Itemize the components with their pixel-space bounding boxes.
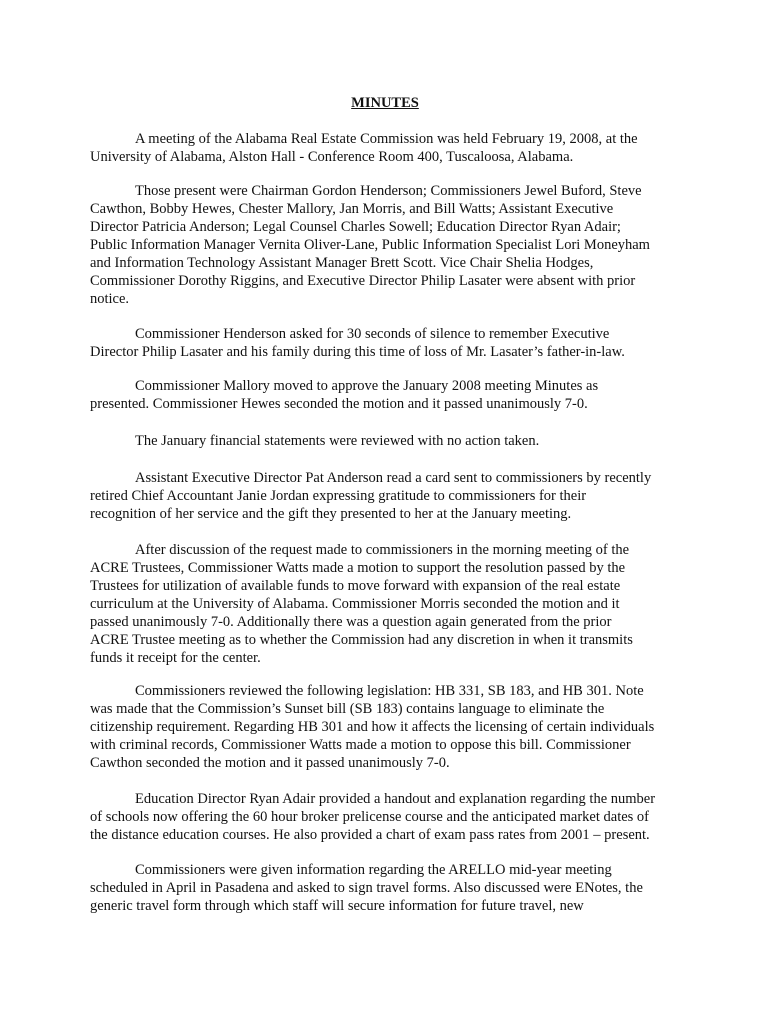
paragraph-attendance	[90, 182, 690, 308]
paragraph-line: Director Patricia Anderson; Legal Counsel Charles Sowell; Education Director Ryan Adair;	[90, 219, 621, 235]
paragraph-line: Assistant Executive Director Pat Anderson read a card sent to commissioners by recently	[135, 470, 652, 486]
paragraph-line: was made that the Commission’s Sunset bill (SB 183) contains language to eliminate the	[90, 701, 605, 717]
paragraph-line: Commissioner Henderson asked for 30 seconds of silence to remember Executive	[135, 326, 610, 342]
paragraph-line: Cawthon seconded the motion and it passed unanimously 7-0.	[90, 755, 450, 771]
paragraph-minutes-approval	[90, 377, 690, 413]
paragraph-financial-statements	[90, 432, 690, 450]
paragraph-line: The January financial statements were reviewed with no action taken.	[135, 433, 540, 449]
paragraph-line: generic travel form through which staff will secure information for future travel, new	[90, 898, 584, 914]
paragraph-legislation	[90, 682, 690, 772]
paragraph-line: ACRE Trustees, Commissioner Watts made a motion to support the resolution passed by the	[90, 560, 626, 576]
paragraph-line: Commissioner Mallory moved to approve the January 2008 meeting Minutes as	[135, 378, 599, 394]
paragraph-line: passed unanimously 7-0. Additionally there was a question again generated from the prior	[90, 614, 612, 630]
paragraph-line: the distance education courses. He also provided a chart of exam pass rates from 2001 – present.	[90, 827, 650, 843]
paragraph-arello	[90, 861, 690, 915]
paragraph-acre-trustees	[90, 541, 690, 667]
paragraph-line: curriculum at the University of Alabama. Commissioner Morris seconded the motion and it	[90, 596, 620, 612]
paragraph-line: Commissioners reviewed the following legislation: HB 331, SB 183, and HB 301. Note	[135, 683, 644, 699]
paragraph-line: Director Philip Lasater and his family during this time of loss of Mr. Lasater’s father-in-law.	[90, 344, 625, 360]
paragraph-line: presented. Commissioner Hewes seconded the motion and it passed unanimously 7-0.	[90, 396, 588, 412]
paragraph-education	[90, 790, 690, 844]
paragraph-line: After discussion of the request made to commissioners in the morning meeting of the	[135, 542, 630, 558]
paragraph-line: funds it receipt for the center.	[90, 650, 261, 666]
paragraph-meeting-location	[90, 130, 690, 166]
paragraph-line: of schools now offering the 60 hour broker prelicense course and the anticipated market dates of	[90, 809, 650, 825]
paragraph-line: Cawthon, Bobby Hewes, Chester Mallory, Jan Morris, and Bill Watts; Assistant Executive	[90, 201, 614, 217]
paragraph-line: ACRE Trustee meeting as to whether the Commission had any discretion in when it transmits	[90, 632, 633, 648]
paragraph-line: Commissioner Dorothy Riggins, and Executive Director Philip Lasater were absent with prior	[90, 273, 636, 289]
paragraph-line: recognition of her service and the gift they presented to her at the January meeting.	[90, 506, 572, 522]
paragraph-line: Trustees for utilization of available funds to move forward with expansion of the real estate	[90, 578, 621, 594]
paragraph-line: Public Information Manager Vernita Oliver-Lane, Public Information Specialist Lori Moneyham	[90, 237, 650, 253]
paragraph-line: scheduled in April in Pasadena and asked to sign travel forms. Also discussed were ENotes, the	[90, 880, 643, 896]
paragraph-line: and Information Technology Assistant Manager Brett Scott. Vice Chair Shelia Hodges,	[90, 255, 594, 271]
paragraph-line: citizenship requirement. Regarding HB 301 and how it affects the licensing of certain individuals	[90, 719, 655, 735]
paragraph-line: notice.	[90, 291, 130, 307]
document-title: MINUTES	[351, 95, 419, 111]
paragraph-line: Commissioners were given information regarding the ARELLO mid-year meeting	[135, 862, 612, 878]
paragraph-line: Those present were Chairman Gordon Henderson; Commissioners Jewel Buford, Steve	[135, 183, 642, 199]
paragraph-line: with criminal records, Commissioner Watts made a motion to oppose this bill. Commissioner	[90, 737, 631, 753]
paragraph-line: A meeting of the Alabama Real Estate Commission was held February 19, 2008, at the	[135, 131, 638, 147]
paragraph-line: University of Alabama, Alston Hall - Conference Room 400, Tuscaloosa, Alabama.	[90, 149, 574, 165]
paragraph-card	[90, 469, 690, 523]
paragraph-line: retired Chief Accountant Janie Jordan expressing gratitude to commissioners for their	[90, 488, 587, 504]
paragraph-silence	[90, 325, 690, 361]
paragraph-line: Education Director Ryan Adair provided a handout and explanation regarding the number	[135, 791, 656, 807]
